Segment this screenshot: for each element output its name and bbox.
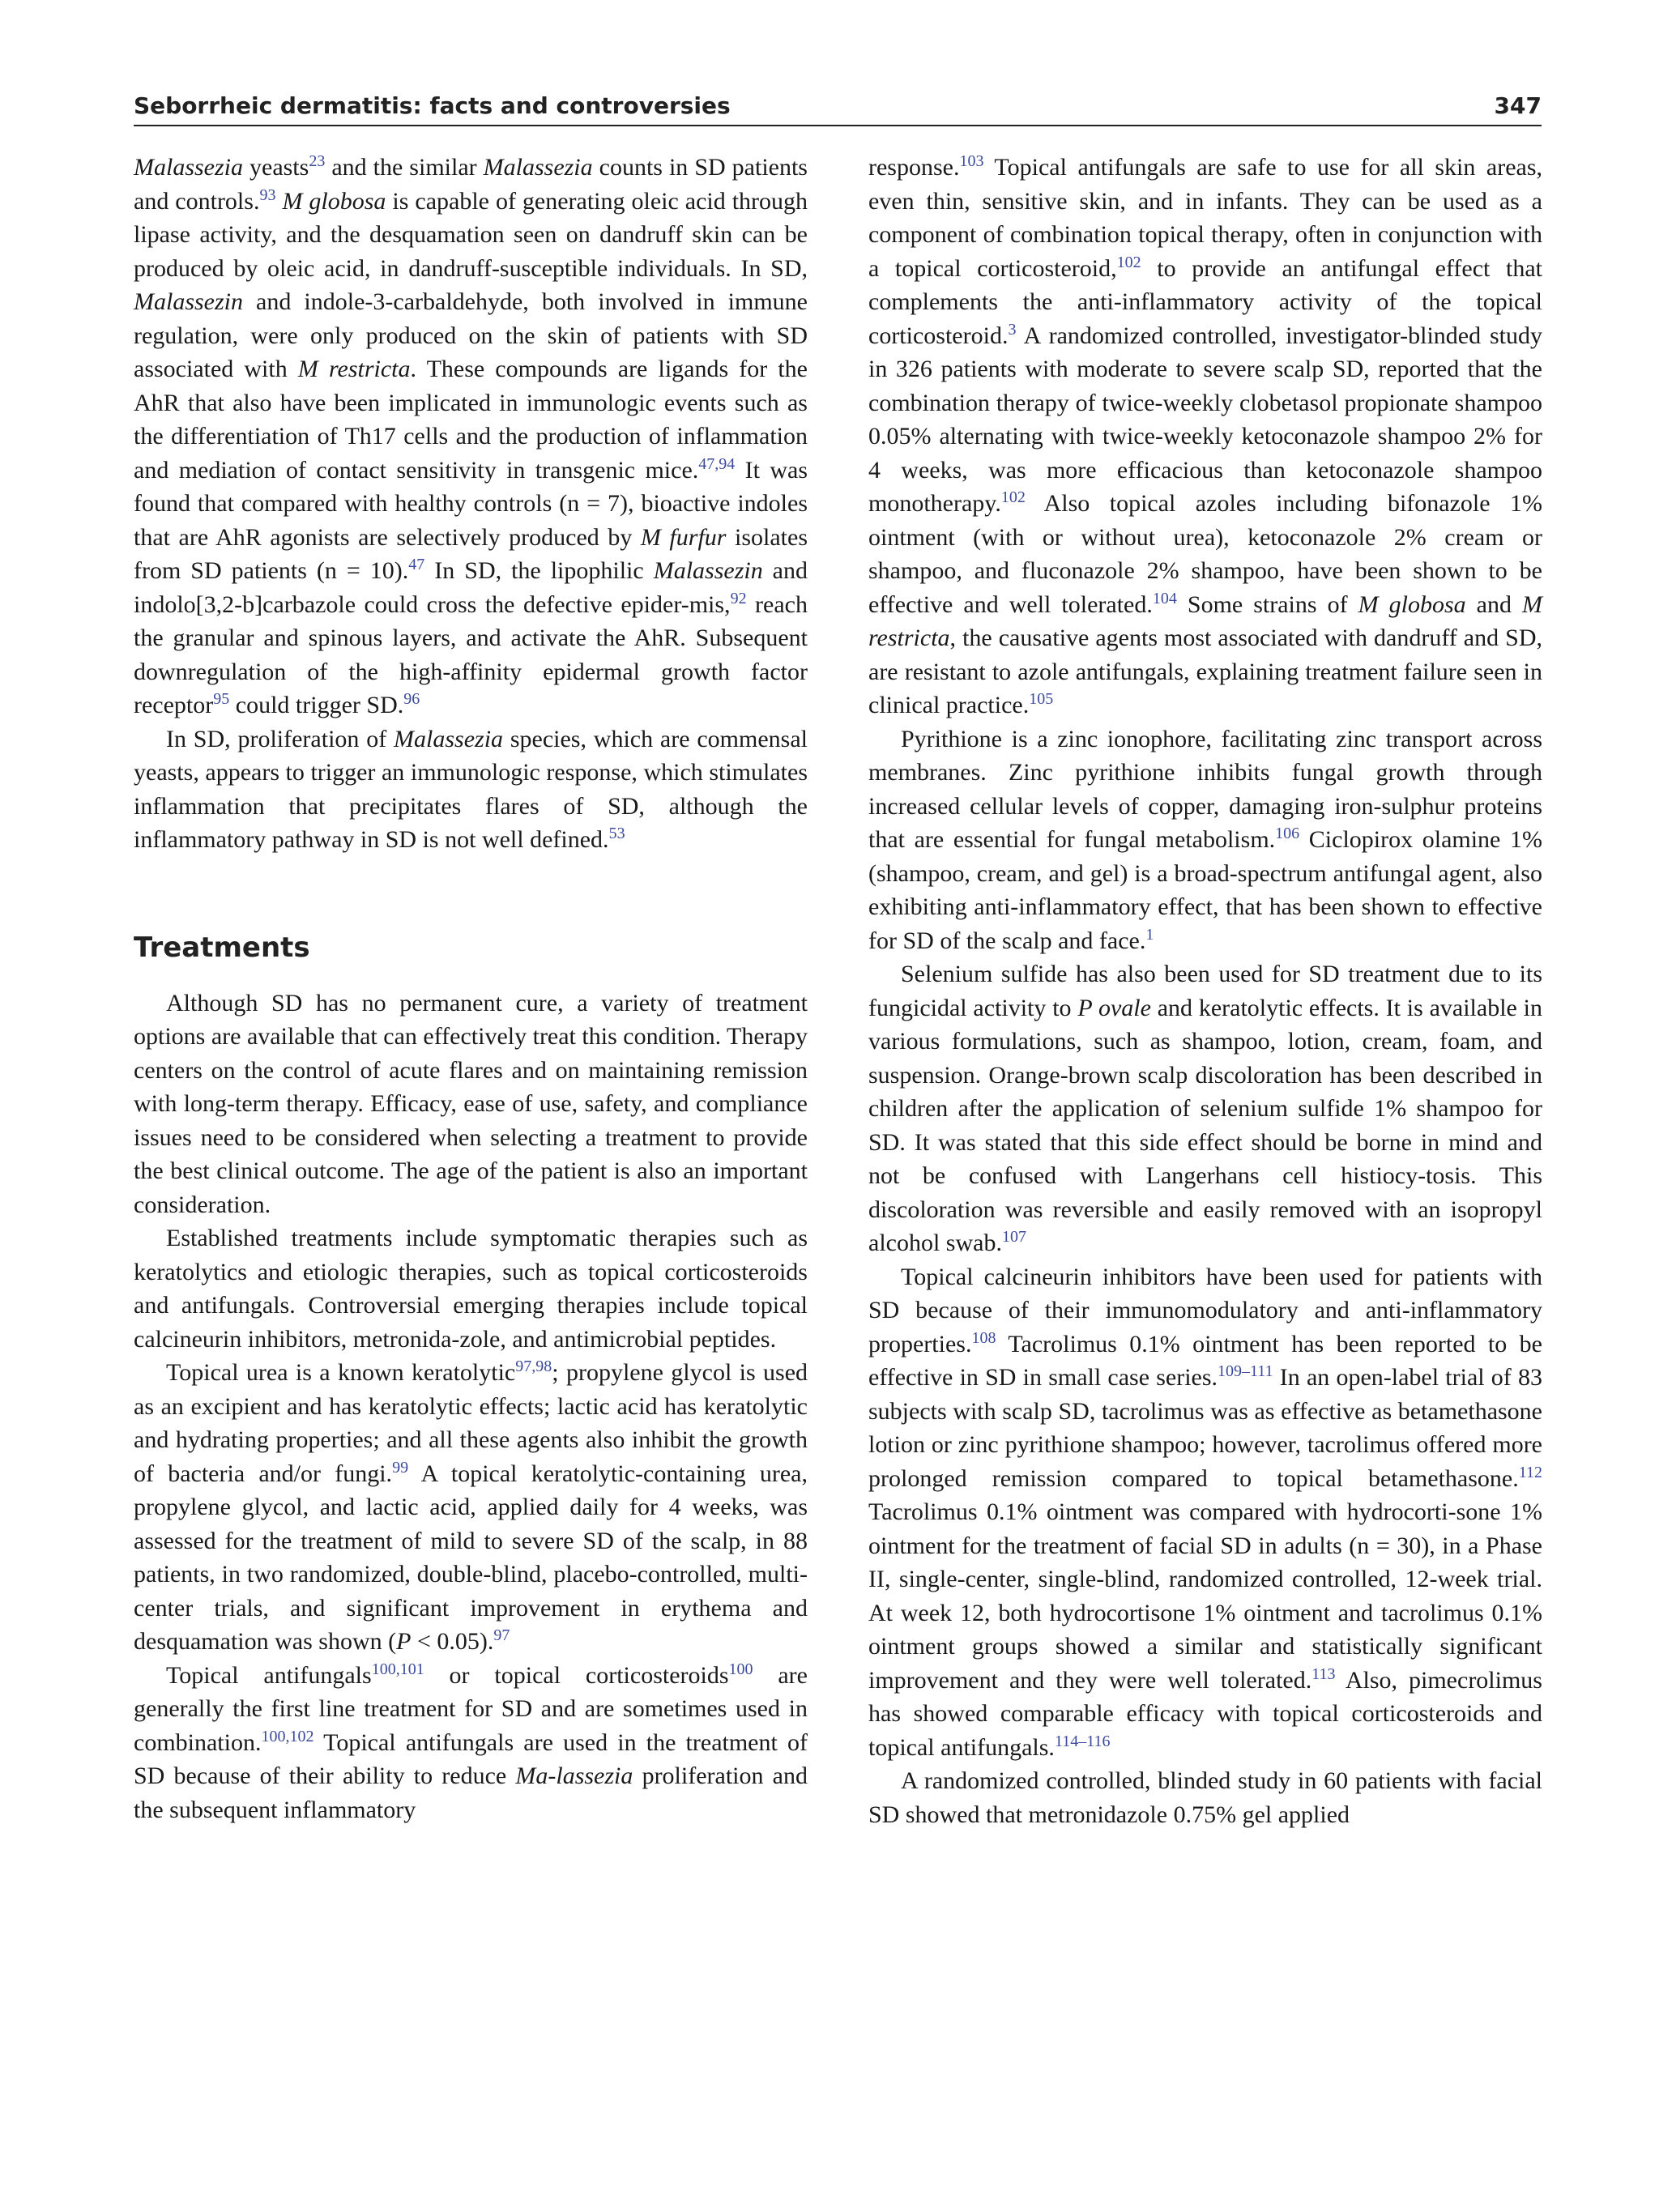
citation-link[interactable]: 53 — [608, 825, 625, 842]
paragraph: response.$^{103}$ Topical antifungals are safe to use for all skin areas, even thin, sensitive skin, and in infants. They can be used as a component of combination topical therapy, often in conjunction with a topical corticosteroid,$^{102}$ to provide an antifungal effect that complements the anti-inflammatory activity of the topical corticosteroid.$^3$ A randomized controlled, investigator-blinded study in 326 patients with moderate to severe scalp SD, reported that the combination therapy of twice-weekly clobetasol propionate shampoo 0.05% alternating with twice-weekly ketoconazole shampoo 2% for 4 weeks, was more efficacious than ketoconazole shampoo monotherapy.$^{102}$ Also topical azoles including bifonazole 1% ointment (with or without urea), ketoconazole 2% cream or shampoo, and fluconazole 2% shampoo, have been shown to be effective and well tolerated.$^{104}$ Some strains of M globosa and M restricta, the causative agents most associated with dandruff and SD, are resistant to azole antifungals, explaining treatment failure seen in clinical practice.$^{105}$ — [868, 152, 1543, 718]
citation-link[interactable]: 114–116 — [1054, 1732, 1111, 1750]
citation-link[interactable]: 103 — [959, 152, 984, 170]
section-heading: Treatments — [134, 931, 310, 964]
citation-link[interactable]: 112 — [1518, 1463, 1542, 1481]
citation-link[interactable]: 102 — [1000, 488, 1026, 506]
citation-link[interactable]: 99 — [392, 1458, 409, 1477]
paragraph: Malassezia yeasts$^{23}$ and the similar Malassezia counts in SD patients and controls.$^{93}$ M globosa is capable of generating oleic acid through lipase activity, and the desquamation seen on dandruff skin can be produced by oleic acid, in dandruff-susceptible individuals. In SD, Malassezin and indole-3-carbaldehyde, both involved in immune regulation, were only produced on the skin of patients with SD associated with M restricta. These compounds are ligands for the AhR that also have been implicated in immunologic events such as the differentiation of Th17 cells and the production of inflammation and mediation of contact sensitivity in transgenic mice.$^{47,94}$ It was found that compared with healthy controls (n = 7), bioactive indoles that are AhR agonists are selectively produced by M furfur isolates from SD patients (n = 10).$^{47}$ In SD, the lipophilic Malassezin and indolo[3,2-b]carbazole could cross the defective epider-mis,$^{92}$ reach the granular and spinous layers, and activate the AhR. Subsequent downregulation of the high-affinity epidermal growth factor receptor$^{95}$ could trigger SD.$^{96}$ — [134, 152, 808, 718]
citation-link[interactable]: 97 — [493, 1626, 510, 1644]
citation-link[interactable]: 100 — [728, 1660, 753, 1678]
paragraph: Selenium sulfide has also been used for SD treatment due to its fungicidal activity to P ovale and keratolytic effects. It is available in various formulations, such as shampoo, lotion, cream, foam, and suspension. Orange-brown scalp discoloration has been described in children after the application of selenium sulfide 1% shampoo for SD. It was stated that this side effect should be borne in mind and not be confused with Langerhans cell histiocy-tosis. This discoloration was reversible and easily removed with an isopropyl alcohol swab.$^{107}$ — [868, 961, 1542, 1256]
citation-link[interactable]: 23 — [309, 152, 326, 170]
citation-link[interactable]: 107 — [1001, 1228, 1026, 1246]
citation-link[interactable]: 109–111 — [1218, 1362, 1273, 1380]
page-number: 347 — [1494, 92, 1542, 119]
running-header — [134, 89, 1542, 126]
citation-link[interactable]: 47 — [408, 556, 425, 573]
citation-link[interactable]: 95 — [213, 690, 230, 708]
citation-link[interactable]: 108 — [971, 1328, 996, 1347]
citation-link[interactable]: 93 — [259, 185, 276, 204]
citation-link[interactable]: 97,98 — [515, 1357, 552, 1375]
paragraph: A randomized controlled, blinded study in 60 patients with facial SD showed that metronidazole 0.75% gel applied — [868, 1767, 1542, 1828]
paragraph: In SD, proliferation of Malassezia species, which are commensal yeasts, appears to trigger an immunologic response, which stimulates inflammation that precipitates flares of SD, although the inflammatory pathway in SD is not well defined.$^{53}$ — [134, 725, 808, 853]
paragraph: Topical antifungals$^{100,101}$ or topical corticosteroids$^{100}$ are generally the first line treatment for SD and are sometimes used in combination.$^{100,102}$ Topical antifungals are used in the treatment of SD because of their ability to reduce Ma-lassezia proliferation and the subsequent inflammatory — [134, 1660, 808, 1823]
running-title: Seborrheic dermatitis: facts and controversies — [134, 92, 731, 119]
right-column — [868, 151, 1542, 1831]
citation-link[interactable]: 100,101 — [371, 1660, 424, 1678]
citation-link[interactable]: 106 — [1275, 825, 1300, 842]
citation-link[interactable]: 96 — [403, 690, 420, 708]
citation-link[interactable]: 102 — [1116, 253, 1141, 271]
citation-link[interactable]: 47,94 — [698, 454, 736, 473]
citation-link[interactable]: 92 — [730, 589, 747, 607]
paragraph: Topical urea is a known keratolytic$^{97,98}$; propylene glycol is used as an excipient and has keratolytic effects; lactic acid has keratolytic and hydrating properties; and all these agents also inhibit the growth of bacteria and/or fungi.$^{99}$ A topical keratolytic-containing urea, propylene glycol, and lactic acid, applied daily for 4 weeks, was assessed for the treatment of mild to severe SD of the scalp, in 88 patients, in two randomized, double-blind, placebo-controlled, multi-center trials, and significant improvement in erythema and desquamation was shown (P < 0.05).$^{97}$ — [134, 1357, 808, 1655]
citation-link[interactable]: 105 — [1029, 690, 1054, 708]
citation-link[interactable]: 1 — [1145, 925, 1154, 944]
citation-link[interactable]: 104 — [1152, 589, 1177, 607]
left-column — [134, 151, 808, 1826]
paragraph: Established treatments include symptomatic therapies such as keratolytics and etiologic therapies, such as topical corticosteroids and antifungals. Controversial emerging therapies include topical calcineurin inhibitors, metronida-zole, and antimicrobial peptides. — [134, 1225, 808, 1353]
citation-link[interactable]: 3 — [1008, 320, 1017, 339]
citation-link[interactable]: 113 — [1311, 1664, 1336, 1683]
paragraph: Although SD has no permanent cure, a variety of treatment options are available that can effectively treat this condition. Therapy centers on the control of acute flares and on maintaining remission with long-term therapy. Efficacy, ease of use, safety, and compliance issues need to be considered when selecting a treatment to provide the best clinical outcome. The age of the patient is also an important consideration. — [134, 989, 808, 1218]
paragraph: Pyrithione is a zinc ionophore, facilitating zinc transport across membranes. Zinc pyrithione inhibits fungal growth through increased cellular levels of copper, damaging iron-sulphur proteins that are essential for fungal metabolism.$^{106}$ Ciclopirox olamine 1% (shampoo, cream, and gel) is a broad-spectrum antifungal agent, also exhibiting anti-inflammatory effect, that has been shown to effective for SD of the scalp and face.$^1$ — [868, 725, 1542, 954]
paragraph: Topical calcineurin inhibitors have been used for patients with SD because of their immunomodulatory and anti-inflammatory properties.$^{108}$ Tacrolimus 0.1% ointment has been reported to be effective in SD in small case series.$^{109-111}$ In an open-label trial of 83 subjects with scalp SD, tacrolimus was as effective as betamethasone lotion or zinc pyrithione shampoo; however, tacrolimus offered more prolonged remission compared to topical betamethasone.$^{112}$ Tacrolimus 0.1% ointment was compared with hydrocorti-sone 1% ointment for the treatment of facial SD in adults (n = 30), in a Phase II, single-center, single-blind, randomized controlled, 12-week trial. At week 12, both hydrocortisone 1% ointment and tacrolimus 0.1% ointment groups showed a similar and statistically significant improvement and they were well tolerated.$^{113}$ Also, pimecrolimus has showed comparable efficacy with topical corticosteroids and topical antifungals.$^{114-116}$ — [868, 1263, 1543, 1761]
citation-link[interactable]: 100,102 — [261, 1727, 314, 1745]
